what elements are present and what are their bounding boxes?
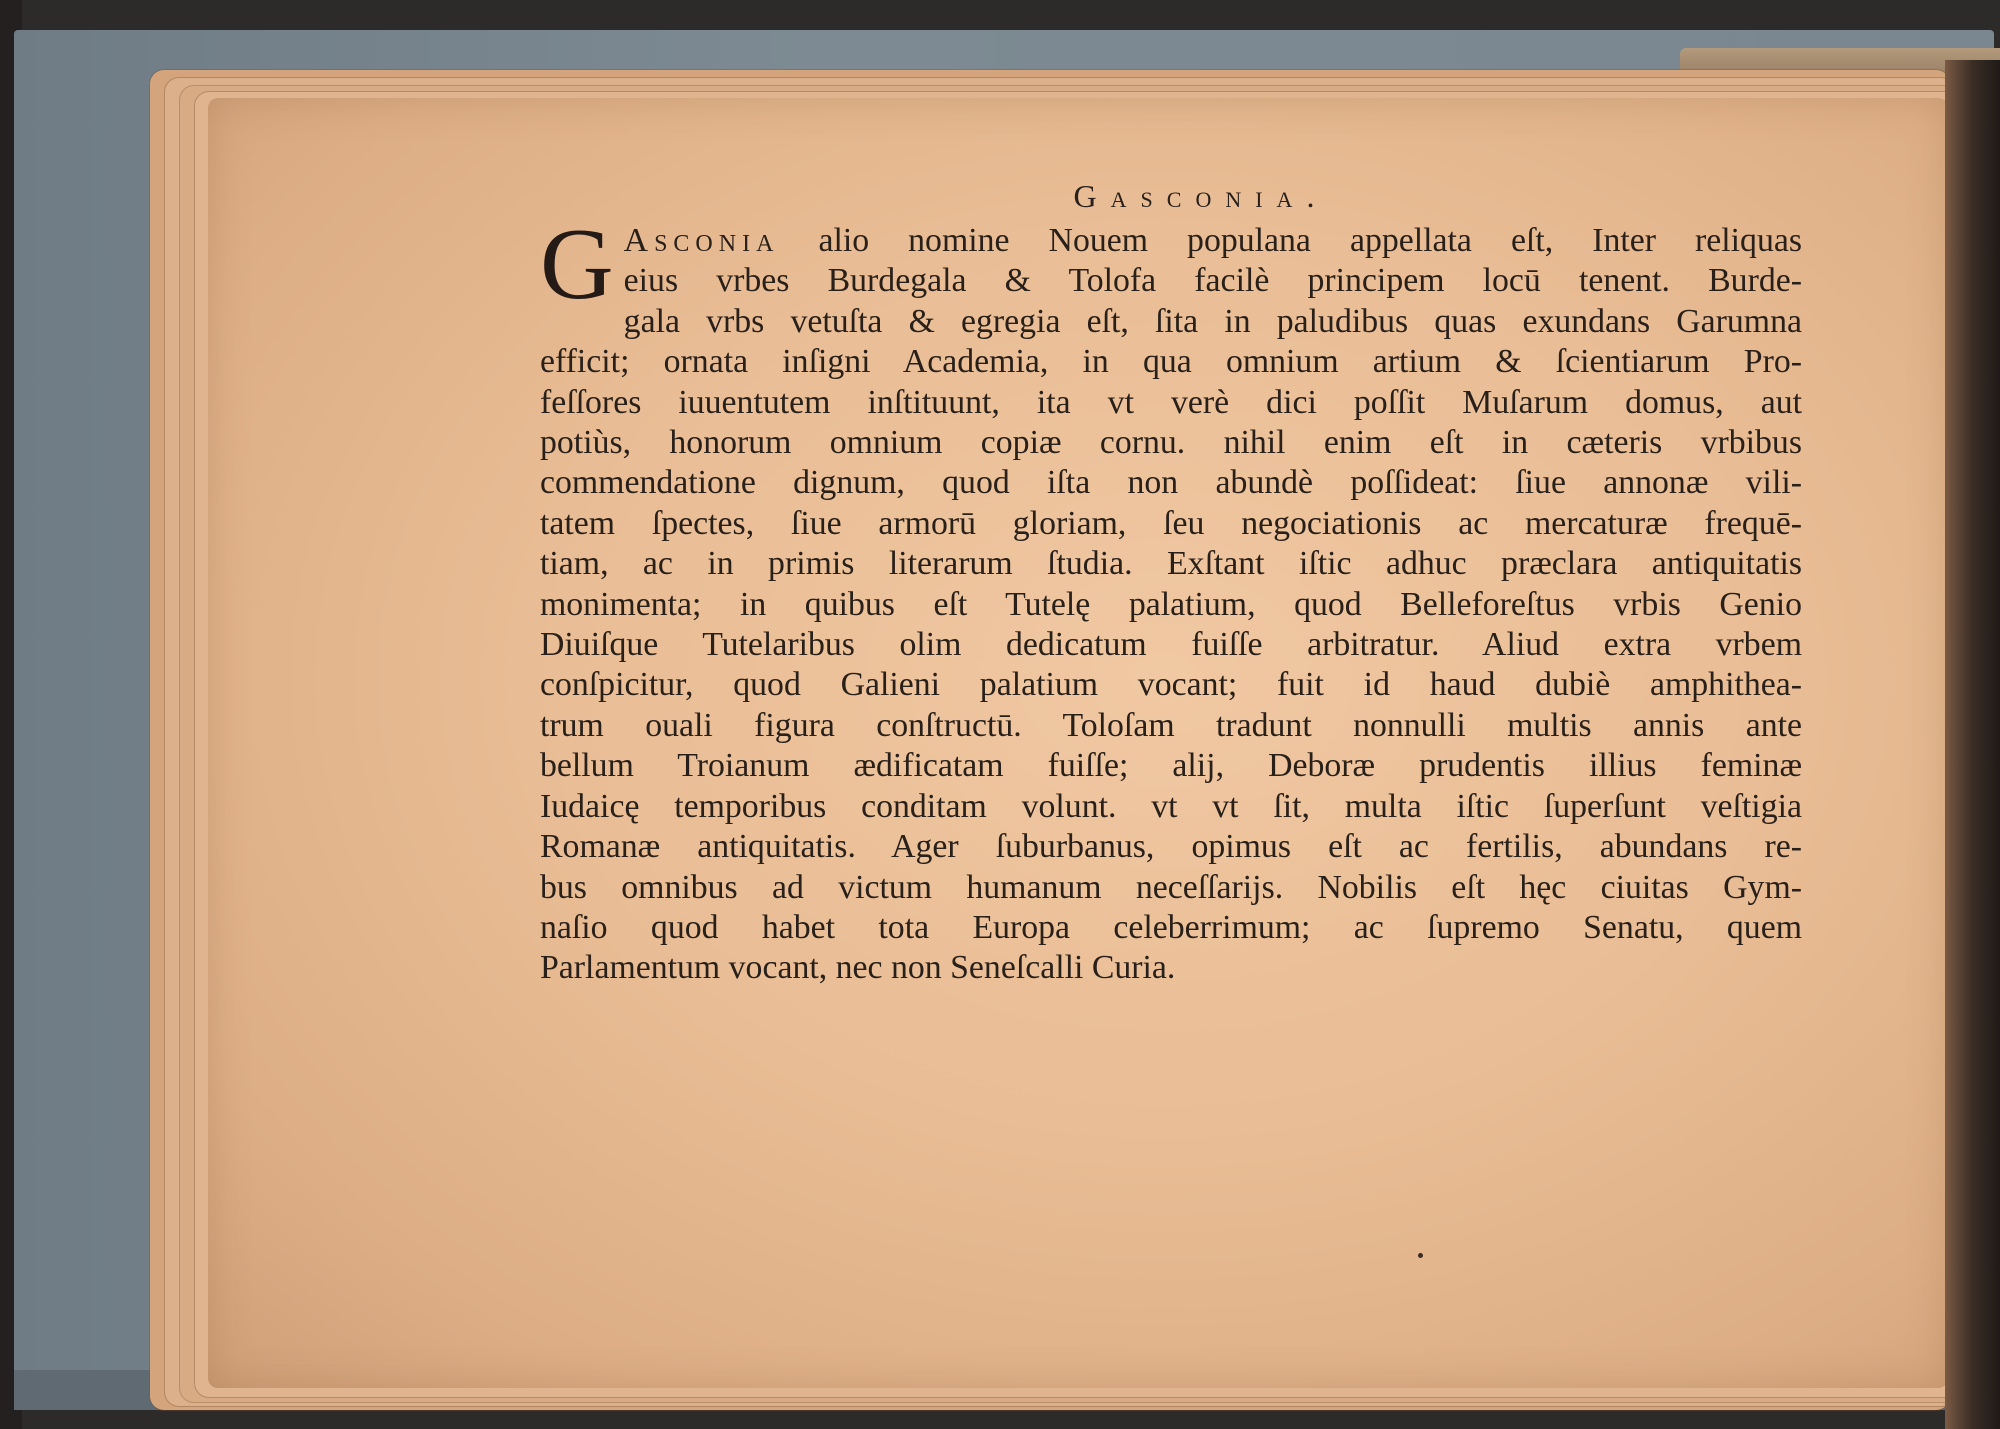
ink-speck <box>1418 1253 1423 1258</box>
text-line: conſpicitur, quod Galieni palatium vocant; fuit id haud dubiè amphithea- <box>540 666 1802 704</box>
text-line: monimenta; in quibus eſt Tutelę palatium, quod Belleforeſtus vrbis Genio <box>540 585 1802 623</box>
text-line: trum ouali figura conſtructū. Toloſam tradunt nonnulli multis annis ante <box>540 706 1802 744</box>
text-line: efficit; ornata inſigni Academia, in qua omnium artium & ſcientiarum Pro- <box>540 343 1802 381</box>
text-line: feſſores iuuentutem inſtituunt, ita vt verè dici poſſit Muſarum domus, aut <box>540 383 1802 421</box>
text-line: Romanæ antiquitatis. Ager ſuburbanus, opimus eſt ac fertilis, abundans re- <box>540 828 1802 866</box>
text-block <box>540 160 1802 989</box>
text-line: gala vrbs vetuſta & egregia eſt, ſita in paludibus quas exundans Garumna <box>623 302 1802 340</box>
text-line: naſio quod habet tota Europa celeberrimum; ac ſupremo Senatu, quem <box>540 908 1802 946</box>
text-line: Diuiſque Tutelaribus olim dedicatum fuiſſe arbitratur. Aliud extra vrbem <box>540 626 1802 664</box>
text-line: eius vrbes Burdegala & Tolofa facilè principem locū tenent. Burde- <box>623 262 1802 300</box>
drop-cap: G <box>540 208 614 321</box>
page-heading: Gasconia. <box>1073 178 1329 214</box>
text-line <box>540 221 1802 261</box>
text-line: potiùs, honorum omnium copiæ cornu. nihil enim eſt in cæteris vrbibus <box>540 424 1802 462</box>
body-text <box>540 208 1802 989</box>
text-line: Iudaicę temporibus conditam volunt. vt vt ſit, multa iſtic ſuperſunt veſtigia <box>540 787 1802 825</box>
text-line: bellum Troianum ædificatam fuiſſe; alij, Deboræ prudentis illius feminæ <box>540 747 1802 785</box>
text-line: tatem ſpectes, ſiue armorū gloriam, ſeu negociationis ac mercaturæ frequē- <box>540 504 1802 542</box>
lead-caps: Asconia <box>623 222 780 259</box>
text-line: commendatione dignum, quod iſta non abundè poſſideat: ſiue annonæ vili- <box>540 464 1802 502</box>
text-line: bus omnibus ad victum humanum neceſſarijs. Nobilis eſt hęc ciuitas Gym- <box>540 868 1802 906</box>
spine-gutter <box>1945 60 2000 1429</box>
text-line-content: alio nomine Nouem populana appellata eſt, Inter reliquas <box>779 222 1802 259</box>
text-line: Parlamentum vocant, nec non Seneſcalli Curia. <box>540 949 1176 987</box>
text-line: tiam, ac in primis literarum ſtudia. Exſtant iſtic adhuc præclara antiquitatis <box>540 545 1802 583</box>
